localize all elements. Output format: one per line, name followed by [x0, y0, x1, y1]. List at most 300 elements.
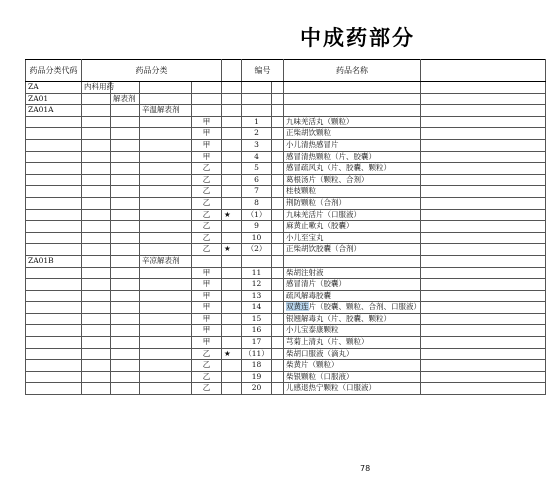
- cell-drug-name: [284, 255, 421, 267]
- cell-gap: [272, 348, 284, 360]
- cell-category-3: [140, 244, 192, 256]
- cell-blank: [421, 163, 546, 175]
- cell-blank: [421, 325, 546, 337]
- cell-blank: [421, 151, 546, 163]
- cell-grade: [192, 105, 222, 117]
- cell-blank: [421, 232, 546, 244]
- cell-category-3: [140, 290, 192, 302]
- cell-star: [222, 163, 242, 175]
- cell-code: [26, 348, 82, 360]
- cell-drug-name: 疏风解毒胶囊: [284, 290, 421, 302]
- table-row: [26, 93, 546, 105]
- cell-category-3: [140, 313, 192, 325]
- cell-gap: [272, 360, 284, 372]
- table-row: [26, 244, 546, 256]
- cell-blank: [421, 186, 546, 198]
- cell-grade: 甲: [192, 279, 222, 291]
- cell-category-3: [140, 371, 192, 383]
- cell-blank: [421, 116, 546, 128]
- cell-category-3: [140, 82, 192, 94]
- cell-gap: [272, 302, 284, 314]
- cell-star: [222, 128, 242, 140]
- cell-blank: [421, 313, 546, 325]
- cell-blank: [421, 255, 546, 267]
- cell-star: [222, 151, 242, 163]
- cell-gap: [272, 232, 284, 244]
- cell-drug-name: 柴银颗粒（口服液）: [284, 371, 421, 383]
- cell-grade: 乙: [192, 360, 222, 372]
- cell-gap: [272, 244, 284, 256]
- cell-drug-name: 九味羌活片（口服液）: [284, 209, 421, 221]
- cell-gap: [272, 93, 284, 105]
- cell-star: [222, 232, 242, 244]
- cell-category-2: [111, 221, 140, 233]
- cell-star: [222, 360, 242, 372]
- cell-category-1: [82, 93, 111, 105]
- cell-category-1: [82, 313, 111, 325]
- header-category: 药品分类: [82, 60, 222, 82]
- cell-blank: [421, 209, 546, 221]
- cell-code: [26, 279, 82, 291]
- cell-gap: [272, 325, 284, 337]
- cell-blank: [421, 360, 546, 372]
- cell-code: [26, 197, 82, 209]
- cell-drug-name: 柴胡注射液: [284, 267, 421, 279]
- cell-star: [222, 267, 242, 279]
- cell-drug-name: 正柴胡饮颗粒: [284, 128, 421, 140]
- cell-number: 12: [242, 279, 272, 291]
- cell-grade: [192, 82, 222, 94]
- cell-number: 11: [242, 267, 272, 279]
- cell-star: [222, 313, 242, 325]
- cell-star: [222, 290, 242, 302]
- cell-grade: 乙: [192, 244, 222, 256]
- cell-category-3: [140, 116, 192, 128]
- table-row: [26, 255, 546, 267]
- cell-number: 13: [242, 290, 272, 302]
- cell-gap: [272, 255, 284, 267]
- cell-grade: 乙: [192, 348, 222, 360]
- cell-category-3: [140, 197, 192, 209]
- table-row: [26, 371, 546, 383]
- header-row: [26, 60, 546, 82]
- cell-star: ★: [222, 348, 242, 360]
- cell-category-3: [140, 337, 192, 349]
- cell-blank: [421, 337, 546, 349]
- cell-category-1: [82, 337, 111, 349]
- cell-category-3: [140, 383, 192, 395]
- cell-code: [26, 139, 82, 151]
- cell-blank: [421, 82, 546, 94]
- cell-grade: 甲: [192, 325, 222, 337]
- cell-number: 6: [242, 174, 272, 186]
- header-number: 编号: [242, 60, 284, 82]
- cell-category-1: [82, 116, 111, 128]
- cell-category-1: [82, 267, 111, 279]
- table-row: [26, 360, 546, 372]
- table-row: [26, 209, 546, 221]
- cell-grade: 甲: [192, 313, 222, 325]
- table-row: [26, 267, 546, 279]
- cell-category-3: [140, 302, 192, 314]
- cell-blank: [421, 197, 546, 209]
- cell-grade: [192, 255, 222, 267]
- cell-drug-name: 葛根汤片（颗粒、合剂）: [284, 174, 421, 186]
- table-row: [26, 163, 546, 175]
- cell-category-3: 辛凉解表剂: [140, 255, 192, 267]
- cell-star: [222, 383, 242, 395]
- cell-blank: [421, 139, 546, 151]
- cell-code: ZA01: [26, 93, 82, 105]
- cell-gap: [272, 371, 284, 383]
- cell-number: [242, 93, 272, 105]
- cell-category-2: [111, 348, 140, 360]
- cell-number: （1）: [242, 209, 272, 221]
- cell-blank: [421, 128, 546, 140]
- table-row: [26, 313, 546, 325]
- cell-drug-name: 小儿清热感冒片: [284, 139, 421, 151]
- cell-category-1: [82, 105, 111, 117]
- table-row: [26, 105, 546, 117]
- cell-category-1: [82, 244, 111, 256]
- cell-number: 15: [242, 313, 272, 325]
- cell-blank: [421, 174, 546, 186]
- cell-category-3: [140, 348, 192, 360]
- cell-grade: 甲: [192, 267, 222, 279]
- cell-category-1: [82, 186, 111, 198]
- cell-category-1: [82, 348, 111, 360]
- cell-category-1: [82, 371, 111, 383]
- cell-number: （2）: [242, 244, 272, 256]
- header-code: 药品分类代码: [26, 60, 82, 82]
- cell-category-3: [140, 221, 192, 233]
- cell-blank: [421, 290, 546, 302]
- cell-category-2: [111, 279, 140, 291]
- cell-number: 7: [242, 186, 272, 198]
- cell-gap: [272, 186, 284, 198]
- cell-grade: 甲: [192, 139, 222, 151]
- cell-category-3: [140, 93, 192, 105]
- cell-number: 9: [242, 221, 272, 233]
- cell-gap: [272, 139, 284, 151]
- cell-code: [26, 128, 82, 140]
- cell-drug-name: 感冒清片（胶囊）: [284, 279, 421, 291]
- cell-code: [26, 360, 82, 372]
- cell-category-3: [140, 174, 192, 186]
- cell-blank: [421, 267, 546, 279]
- cell-grade: 乙: [192, 371, 222, 383]
- cell-category-3: [140, 128, 192, 140]
- cell-code: [26, 174, 82, 186]
- cell-star: [222, 302, 242, 314]
- cell-star: [222, 371, 242, 383]
- header-spacer: [222, 60, 242, 82]
- cell-star: [222, 93, 242, 105]
- cell-number: [242, 105, 272, 117]
- cell-grade: 乙: [192, 197, 222, 209]
- cell-code: ZA01A: [26, 105, 82, 117]
- cell-gap: [272, 105, 284, 117]
- cell-drug-name: 小儿至宝丸: [284, 232, 421, 244]
- cell-number: 20: [242, 383, 272, 395]
- table-row: [26, 337, 546, 349]
- cell-gap: [272, 337, 284, 349]
- page-number: 78: [360, 464, 371, 473]
- cell-star: [222, 197, 242, 209]
- cell-category-1: [82, 325, 111, 337]
- cell-grade: 甲: [192, 128, 222, 140]
- cell-category-2: [111, 209, 140, 221]
- cell-category-2: [111, 371, 140, 383]
- table-row: [26, 128, 546, 140]
- cell-number: 10: [242, 232, 272, 244]
- cell-gap: [272, 313, 284, 325]
- cell-code: [26, 267, 82, 279]
- cell-code: [26, 337, 82, 349]
- cell-category-1: [82, 163, 111, 175]
- cell-drug-name: 银翘解毒丸（片、胶囊、颗粒）: [284, 313, 421, 325]
- cell-category-1: [82, 255, 111, 267]
- cell-grade: 乙: [192, 209, 222, 221]
- cell-gap: [272, 116, 284, 128]
- cell-blank: [421, 302, 546, 314]
- cell-code: [26, 302, 82, 314]
- cell-category-1: [82, 383, 111, 395]
- cell-drug-name: 感冒疏风丸（片、胶囊、颗粒）: [284, 163, 421, 175]
- cell-code: [26, 151, 82, 163]
- cell-star: [222, 116, 242, 128]
- cell-number: 1: [242, 116, 272, 128]
- cell-blank: [421, 244, 546, 256]
- cell-category-2: [111, 325, 140, 337]
- cell-blank: [421, 105, 546, 117]
- cell-code: [26, 232, 82, 244]
- cell-category-2: [111, 302, 140, 314]
- cell-number: 5: [242, 163, 272, 175]
- cell-gap: [272, 290, 284, 302]
- cell-grade: 甲: [192, 116, 222, 128]
- cell-category-3: [140, 186, 192, 198]
- cell-category-2: [111, 186, 140, 198]
- cell-grade: 乙: [192, 383, 222, 395]
- cell-number: 4: [242, 151, 272, 163]
- drug-table: [25, 59, 546, 395]
- cell-blank: [421, 279, 546, 291]
- cell-category-2: 解表剂: [111, 93, 140, 105]
- cell-number: （11）: [242, 348, 272, 360]
- cell-number: 3: [242, 139, 272, 151]
- cell-blank: [421, 371, 546, 383]
- cell-gap: [272, 151, 284, 163]
- cell-drug-name: 九味羌活丸（颗粒）: [284, 116, 421, 128]
- cell-category-1: [82, 151, 111, 163]
- cell-category-1: [82, 221, 111, 233]
- cell-category-3: 辛温解表剂: [140, 105, 192, 117]
- cell-number: 8: [242, 197, 272, 209]
- cell-star: [222, 105, 242, 117]
- cell-gap: [272, 279, 284, 291]
- cell-code: [26, 290, 82, 302]
- cell-number: [242, 255, 272, 267]
- cell-grade: 乙: [192, 221, 222, 233]
- cell-category-1: [82, 174, 111, 186]
- cell-gap: [272, 163, 284, 175]
- cell-grade: 甲: [192, 290, 222, 302]
- table-row: [26, 279, 546, 291]
- cell-category-2: [111, 197, 140, 209]
- cell-code: [26, 244, 82, 256]
- table-row: [26, 302, 546, 314]
- cell-star: [222, 221, 242, 233]
- cell-category-2: [111, 163, 140, 175]
- cell-number: 18: [242, 360, 272, 372]
- cell-drug-name: 儿感退热宁颗粒（口服液）: [284, 383, 421, 395]
- cell-drug-name: 小儿宝泰康颗粒: [284, 325, 421, 337]
- table-row: [26, 325, 546, 337]
- table-row: [26, 116, 546, 128]
- cell-code: [26, 163, 82, 175]
- cell-star: [222, 325, 242, 337]
- cell-star: [222, 186, 242, 198]
- cell-code: [26, 221, 82, 233]
- cell-gap: [272, 197, 284, 209]
- table-row: [26, 139, 546, 151]
- cell-category-3: [140, 209, 192, 221]
- cell-category-3: [140, 325, 192, 337]
- cell-category-2: [111, 151, 140, 163]
- cell-drug-name: 正柴胡饮胶囊（合剂）: [284, 244, 421, 256]
- drug-name-rest: 片（胶囊、颗粒、合剂、口服液）: [308, 302, 421, 312]
- cell-gap: [272, 174, 284, 186]
- cell-category-2: [111, 290, 140, 302]
- cell-category-3: [140, 139, 192, 151]
- table-row: [26, 221, 546, 233]
- cell-gap: [272, 383, 284, 395]
- cell-star: ★: [222, 244, 242, 256]
- cell-number: 17: [242, 337, 272, 349]
- cell-category-1: [82, 302, 111, 314]
- cell-number: [242, 82, 272, 94]
- cell-category-1: [82, 139, 111, 151]
- cell-category-2: [111, 232, 140, 244]
- table-row: [26, 186, 546, 198]
- cell-drug-name: 柴胡口服液（滴丸）: [284, 348, 421, 360]
- cell-code: [26, 313, 82, 325]
- cell-category-3: [140, 360, 192, 372]
- table-row: [26, 232, 546, 244]
- cell-category-2: [111, 255, 140, 267]
- cell-grade: [192, 93, 222, 105]
- cell-code: [26, 371, 82, 383]
- cell-drug-name: 桂枝颗粒: [284, 186, 421, 198]
- page-title: 中成药部分: [300, 26, 415, 50]
- cell-number: 16: [242, 325, 272, 337]
- table-body: [26, 60, 546, 395]
- cell-category-2: [111, 383, 140, 395]
- cell-category-1: 内科用药: [82, 82, 111, 94]
- cell-category-1: [82, 209, 111, 221]
- cell-blank: [421, 348, 546, 360]
- cell-star: [222, 279, 242, 291]
- header-name: 药品名称: [284, 60, 421, 82]
- cell-drug-name: [284, 105, 421, 117]
- table-row: [26, 151, 546, 163]
- cell-code: ZA: [26, 82, 82, 94]
- cell-grade: 甲: [192, 337, 222, 349]
- cell-category-2: [111, 267, 140, 279]
- cell-category-1: [82, 290, 111, 302]
- cell-code: ZA01B: [26, 255, 82, 267]
- cell-drug-name: 柴黄片（颗粒）: [284, 360, 421, 372]
- cell-blank: [421, 221, 546, 233]
- cell-star: [222, 82, 242, 94]
- cell-drug-name: 芎菊上清丸（片、颗粒）: [284, 337, 421, 349]
- cell-drug-name: [284, 93, 421, 105]
- cell-number: 19: [242, 371, 272, 383]
- cell-code: [26, 209, 82, 221]
- cell-category-1: [82, 279, 111, 291]
- cell-gap: [272, 209, 284, 221]
- cell-category-3: [140, 151, 192, 163]
- cell-grade: 甲: [192, 302, 222, 314]
- cell-category-2: [111, 337, 140, 349]
- cell-drug-name: 荆防颗粒（合剂）: [284, 197, 421, 209]
- table-row: [26, 348, 546, 360]
- table-row: [26, 383, 546, 395]
- cell-drug-name: [284, 82, 421, 94]
- cell-category-2: [111, 313, 140, 325]
- cell-star: [222, 337, 242, 349]
- cell-number: 2: [242, 128, 272, 140]
- cell-gap: [272, 221, 284, 233]
- cell-blank: [421, 383, 546, 395]
- header-blank: [421, 60, 546, 82]
- cell-category-2: [111, 128, 140, 140]
- cell-category-1: [82, 232, 111, 244]
- table-row: [26, 290, 546, 302]
- cell-grade: 甲: [192, 151, 222, 163]
- cell-gap: [272, 82, 284, 94]
- cell-grade: 乙: [192, 186, 222, 198]
- cell-star: ★: [222, 209, 242, 221]
- cell-category-1: [82, 360, 111, 372]
- cell-code: [26, 325, 82, 337]
- cell-grade: 乙: [192, 232, 222, 244]
- cell-code: [26, 186, 82, 198]
- cell-category-2: [111, 174, 140, 186]
- cell-gap: [272, 267, 284, 279]
- cell-grade: 乙: [192, 174, 222, 186]
- cell-category-2: [111, 116, 140, 128]
- cell-category-3: [140, 267, 192, 279]
- cell-drug-name: [284, 302, 421, 314]
- cell-code: [26, 116, 82, 128]
- cell-category-2: [111, 244, 140, 256]
- cell-code: [26, 383, 82, 395]
- table-row: [26, 174, 546, 186]
- table-row: [26, 197, 546, 209]
- cell-blank: [421, 93, 546, 105]
- cell-category-1: [82, 128, 111, 140]
- cell-star: [222, 255, 242, 267]
- cell-category-3: [140, 279, 192, 291]
- cell-category-2: [111, 139, 140, 151]
- cell-category-1: [82, 197, 111, 209]
- table-row: [26, 82, 546, 94]
- cell-drug-name: 麻黄止嗽丸（胶囊）: [284, 221, 421, 233]
- cell-category-3: [140, 163, 192, 175]
- cell-category-2: [111, 105, 140, 117]
